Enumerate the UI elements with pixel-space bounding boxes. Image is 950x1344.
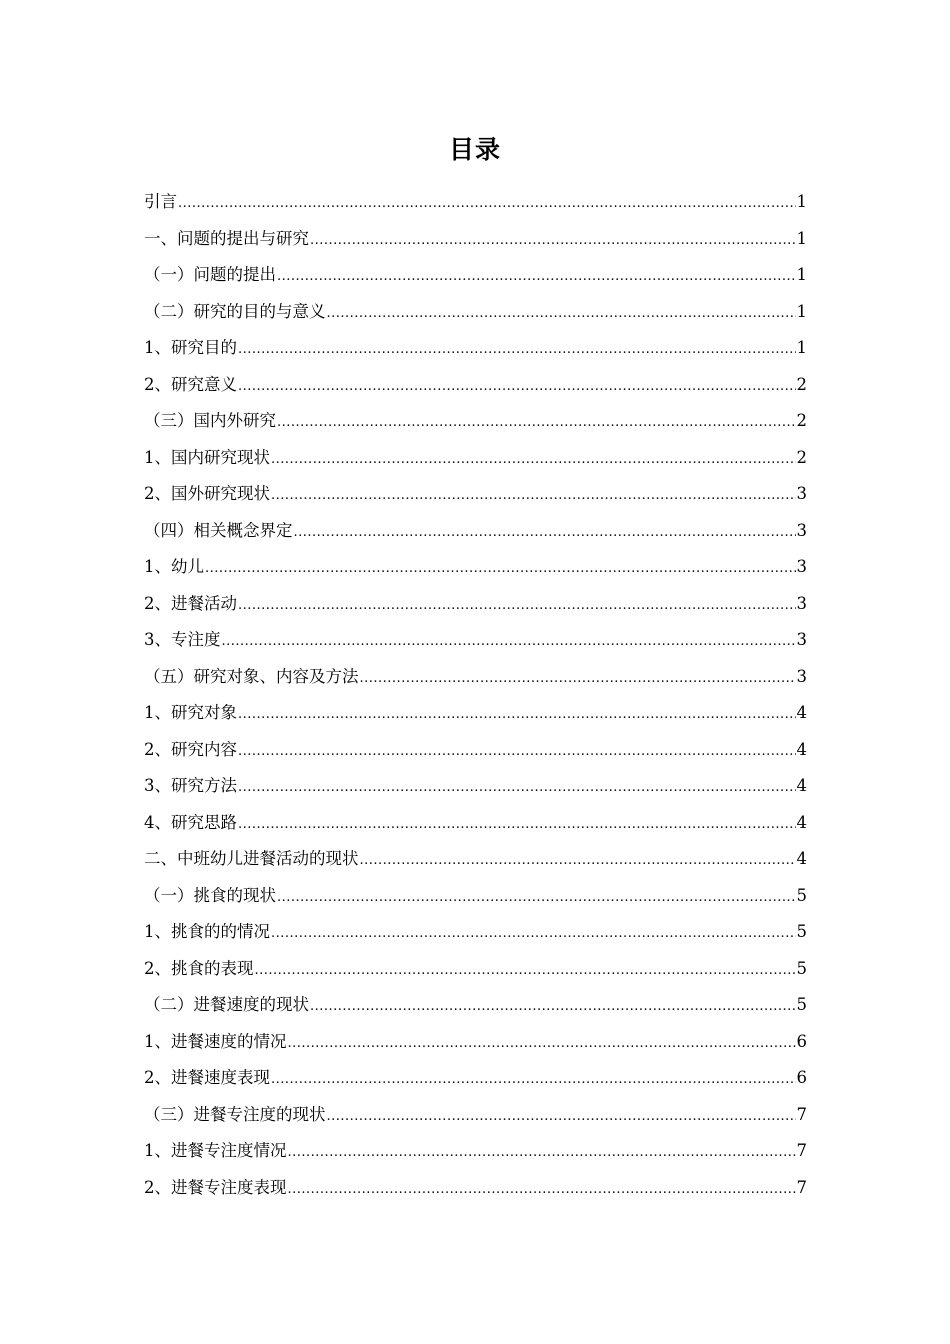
toc-entry[interactable] [144,768,807,805]
toc-entry[interactable] [144,294,807,331]
toc-entry-label: （三）进餐专注度的现状 [144,1104,326,1124]
toc-leader-dots [255,953,796,990]
toc-entry[interactable] [144,184,807,221]
toc-entry-label: （三）国内外研究 [144,411,276,430]
toc-entry[interactable] [144,330,807,367]
toc-entry-label: 2、国外研究现状 [144,484,270,503]
toc-entry[interactable] [144,841,807,878]
toc-entry-label: 2、研究意义 [144,374,237,394]
toc-entry-page: 5 [796,958,807,978]
toc-entry-label: （二）进餐速度的现状 [144,995,309,1014]
toc-entry-page: 4 [796,739,807,759]
toc-entry-label: 3、研究方法 [144,776,237,795]
toc-leader-dots [205,551,796,588]
toc-entry-page: 6 [796,1031,807,1051]
toc-entry-label: 1、研究对象 [144,703,237,722]
toc-leader-dots [178,186,796,223]
toc-entry[interactable] [144,403,807,440]
toc-entry-page: 7 [796,1177,807,1197]
toc-entry-page: 4 [796,703,807,722]
toc-leader-dots [277,259,796,296]
toc-leader-dots [271,916,796,953]
toc-leader-dots [360,843,796,880]
toc-leader-dots [238,807,796,844]
toc-entry[interactable] [144,1060,807,1097]
toc-entry[interactable] [144,805,807,842]
toc-entry[interactable] [144,951,807,988]
toc-leader-dots [238,369,796,406]
toc-entry-label: （一）挑食的现状 [144,885,276,905]
toc-entry-page: 4 [796,776,807,795]
toc-leader-dots [271,442,796,479]
toc-entry-label: 二、中班幼儿进餐活动的现状 [144,849,359,868]
toc-entry[interactable] [144,878,807,915]
toc-entry-page: 1 [796,301,807,321]
toc-entry-page: 1 [796,192,807,211]
toc-entry-page: 2 [796,447,807,467]
toc-leader-dots [238,588,796,625]
toc-entry-label: （四）相关概念界定 [144,520,293,540]
toc-entry-label: 1、进餐速度的情况 [144,1031,287,1051]
toc-leader-dots [238,770,796,807]
toc-leader-dots [360,661,796,698]
toc-leader-dots [271,478,796,515]
toc-entry-page: 4 [796,849,807,868]
page-title: 目录 [448,135,501,164]
toc-list [144,184,807,1206]
toc-leader-dots [310,223,796,260]
toc-entry-page: 3 [796,557,807,576]
toc-entry-label: 1、幼儿 [144,557,204,576]
toc-entry-label: 一、问题的提出与研究 [144,228,309,248]
toc-entry[interactable] [144,914,807,951]
toc-entry[interactable] [144,367,807,404]
toc-leader-dots [277,405,796,442]
toc-leader-dots [238,734,796,771]
toc-entry[interactable] [144,257,807,294]
toc-entry[interactable] [144,987,807,1024]
toc-entry[interactable] [144,1170,807,1207]
toc-entry[interactable] [144,549,807,586]
toc-leader-dots [238,697,796,734]
toc-entry-label: 1、挑食的的情况 [144,922,270,941]
toc-entry[interactable] [144,513,807,550]
toc-leader-dots [288,1026,796,1063]
toc-entry[interactable] [144,659,807,696]
toc-entry-page: 1 [796,265,807,284]
toc-leader-dots [271,1062,796,1099]
toc-entry-page: 2 [796,374,807,394]
toc-entry[interactable] [144,440,807,477]
toc-entry-page: 1 [796,228,807,248]
toc-entry[interactable] [144,1133,807,1170]
toc-entry-label: 引言 [144,192,177,211]
toc-entry-label: 1、国内研究现状 [144,447,270,467]
toc-entry-page: 2 [796,411,807,430]
toc-leader-dots [294,515,796,552]
toc-entry-label: 2、进餐活动 [144,593,237,613]
toc-entry-label: 2、进餐速度表现 [144,1068,270,1087]
toc-leader-dots [327,1099,796,1136]
toc-entry-page: 3 [796,593,807,613]
toc-entry-label: （二）研究的目的与意义 [144,301,326,321]
toc-entry-label: 3、专注度 [144,630,221,649]
toc-entry[interactable] [144,622,807,659]
toc-entry[interactable] [144,1097,807,1134]
toc-entry-page: 4 [796,812,807,832]
toc-entry-page: 7 [796,1104,807,1124]
toc-entry[interactable] [144,586,807,623]
toc-leader-dots [277,880,796,917]
toc-entry-label: 1、进餐专注度情况 [144,1141,287,1160]
toc-entry-page: 3 [796,666,807,686]
toc-entry-label: 4、研究思路 [144,812,237,832]
toc-entry-label: （五）研究对象、内容及方法 [144,666,359,686]
toc-entry-label: （一）问题的提出 [144,265,276,284]
toc-leader-dots [238,332,796,369]
toc-entry-page: 5 [796,995,807,1014]
toc-entry-label: 2、挑食的表现 [144,958,254,978]
toc-entry-page: 3 [796,484,807,503]
toc-entry[interactable] [144,1024,807,1061]
toc-entry-page: 7 [796,1141,807,1160]
toc-entry-page: 3 [796,520,807,540]
toc-entry[interactable] [144,221,807,258]
toc-leader-dots [222,624,796,661]
toc-entry-label: 1、研究目的 [144,338,237,357]
toc-leader-dots [288,1172,796,1209]
toc-entry-page: 6 [796,1068,807,1087]
toc-entry[interactable] [144,695,807,732]
toc-entry-page: 5 [796,885,807,905]
toc-entry-label: 2、进餐专注度表现 [144,1177,287,1197]
toc-entry-page: 3 [796,630,807,649]
toc-entry[interactable] [144,732,807,769]
toc-entry[interactable] [144,476,807,513]
toc-leader-dots [310,989,796,1026]
toc-leader-dots [288,1135,796,1172]
toc-entry-page: 5 [796,922,807,941]
toc-entry-page: 1 [796,338,807,357]
toc-entry-label: 2、研究内容 [144,739,237,759]
toc-leader-dots [327,296,796,333]
